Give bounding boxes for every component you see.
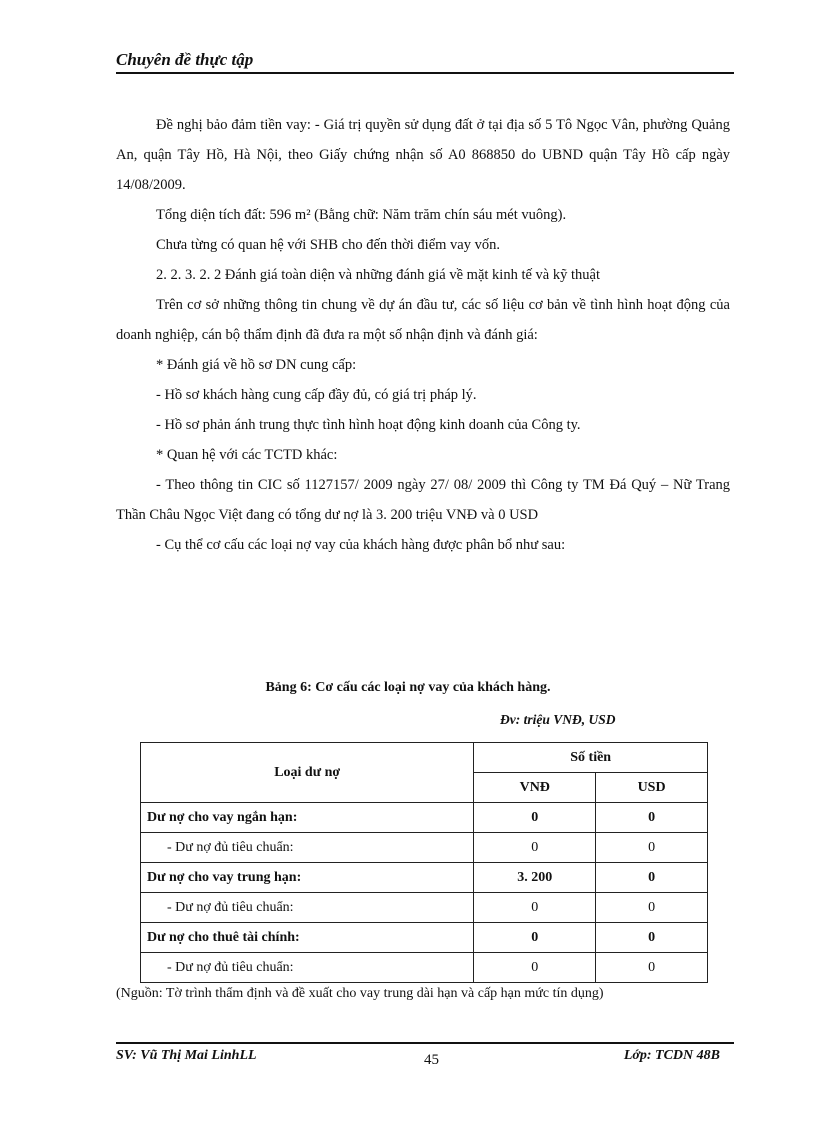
row-usd: 0 [596, 863, 708, 893]
header-so-tien: Số tiền [474, 743, 708, 773]
debt-structure-table [140, 742, 708, 983]
table-row [141, 863, 708, 893]
row-usd: 0 [596, 893, 708, 923]
row-vnd: 0 [474, 803, 596, 833]
page-header [116, 48, 734, 74]
page-number: 45 [424, 1052, 439, 1068]
paragraph: - Theo thông tin CIC số 1127157/ 2009 ngày 27/ 08/ 2009 thì Công ty TM Đá Quý – Nữ Trang Thần Châu Ngọc Việt đang có tổng dư nợ là 3. 200 triệu VNĐ và 0 USD [116, 477, 730, 523]
row-usd: 0 [596, 923, 708, 953]
table-row [141, 953, 708, 983]
table-unit: Đv: triệu VNĐ, USD [500, 712, 616, 727]
table-title: Bảng 6: Cơ cấu các loại nợ vay của khách hàng. [265, 680, 551, 695]
paragraph: Tổng diện tích đất: 596 m² (Bằng chữ: Năm trăm chín sáu mét vuông). [156, 207, 567, 223]
table-row [141, 923, 708, 953]
row-label: Dư nợ cho vay ngắn hạn: [141, 803, 474, 833]
row-label: - Dư nợ đủ tiêu chuẩn: [141, 893, 474, 923]
body-text [116, 110, 730, 560]
paragraph: Đề nghị bảo đảm tiền vay: - Giá trị quyền sử dụng đất ở tại địa số 5 Tô Ngọc Vân, phường Quảng An, quận Tây Hồ, Hà Nội, theo Giấy chứng nhận số A0 868850 do UBND quận Tây Hồ cấp ngày 14/08/2009. [116, 117, 730, 193]
row-label: Dư nợ cho vay trung hạn: [141, 863, 474, 893]
header-loai-du-no: Loại dư nợ [141, 743, 474, 803]
paragraph: * Đánh giá về hồ sơ DN cung cấp: [156, 357, 357, 373]
row-label: Dư nợ cho thuê tài chính: [141, 923, 474, 953]
paragraph: 2. 2. 3. 2. 2 Đánh giá toàn diện và những đánh giá về mặt kinh tế và kỹ thuật [156, 267, 600, 283]
row-vnd: 3. 200 [474, 863, 596, 893]
table-row [141, 803, 708, 833]
row-vnd: 0 [474, 923, 596, 953]
paragraph: - Cụ thể cơ cấu các loại nợ vay của khách hàng được phân bổ như sau: [156, 537, 566, 553]
row-vnd: 0 [474, 953, 596, 983]
footer-class: Lớp: TCDN 48B [623, 1048, 720, 1063]
row-vnd: 0 [474, 893, 596, 923]
page-footer [116, 1042, 734, 1084]
row-vnd: 0 [474, 833, 596, 863]
paragraph: - Hồ sơ khách hàng cung cấp đầy đủ, có giá trị pháp lý. [156, 387, 477, 403]
row-label: - Dư nợ đủ tiêu chuẩn: [141, 953, 474, 983]
row-usd: 0 [596, 803, 708, 833]
row-label: - Dư nợ đủ tiêu chuẩn: [141, 833, 474, 863]
header-title: Chuyên đề thực tập [116, 50, 254, 69]
table-row [141, 833, 708, 863]
row-usd: 0 [596, 833, 708, 863]
paragraph: Trên cơ sở những thông tin chung về dự án đầu tư, các số liệu cơ bản về tình hình hoạt động của doanh nghiệp, cán bộ thẩm định đã đưa ra một số nhận định và đánh giá: [116, 297, 730, 343]
header-vnd: VNĐ [474, 773, 596, 803]
paragraph: Chưa từng có quan hệ với SHB cho đến thời điểm vay vốn. [156, 237, 500, 253]
table-source: (Nguồn: Tờ trình thẩm định và đề xuất cho vay trung dài hạn và cấp hạn mức tín dụng) [116, 986, 604, 1001]
header-usd: USD [596, 773, 708, 803]
table-row [141, 893, 708, 923]
paragraph: - Hồ sơ phản ánh trung thực tình hình hoạt động kinh doanh của Công ty. [156, 417, 581, 433]
row-usd: 0 [596, 953, 708, 983]
paragraph: * Quan hệ với các TCTD khác: [156, 447, 338, 463]
footer-student: SV: Vũ Thị Mai LinhLL [116, 1048, 257, 1063]
